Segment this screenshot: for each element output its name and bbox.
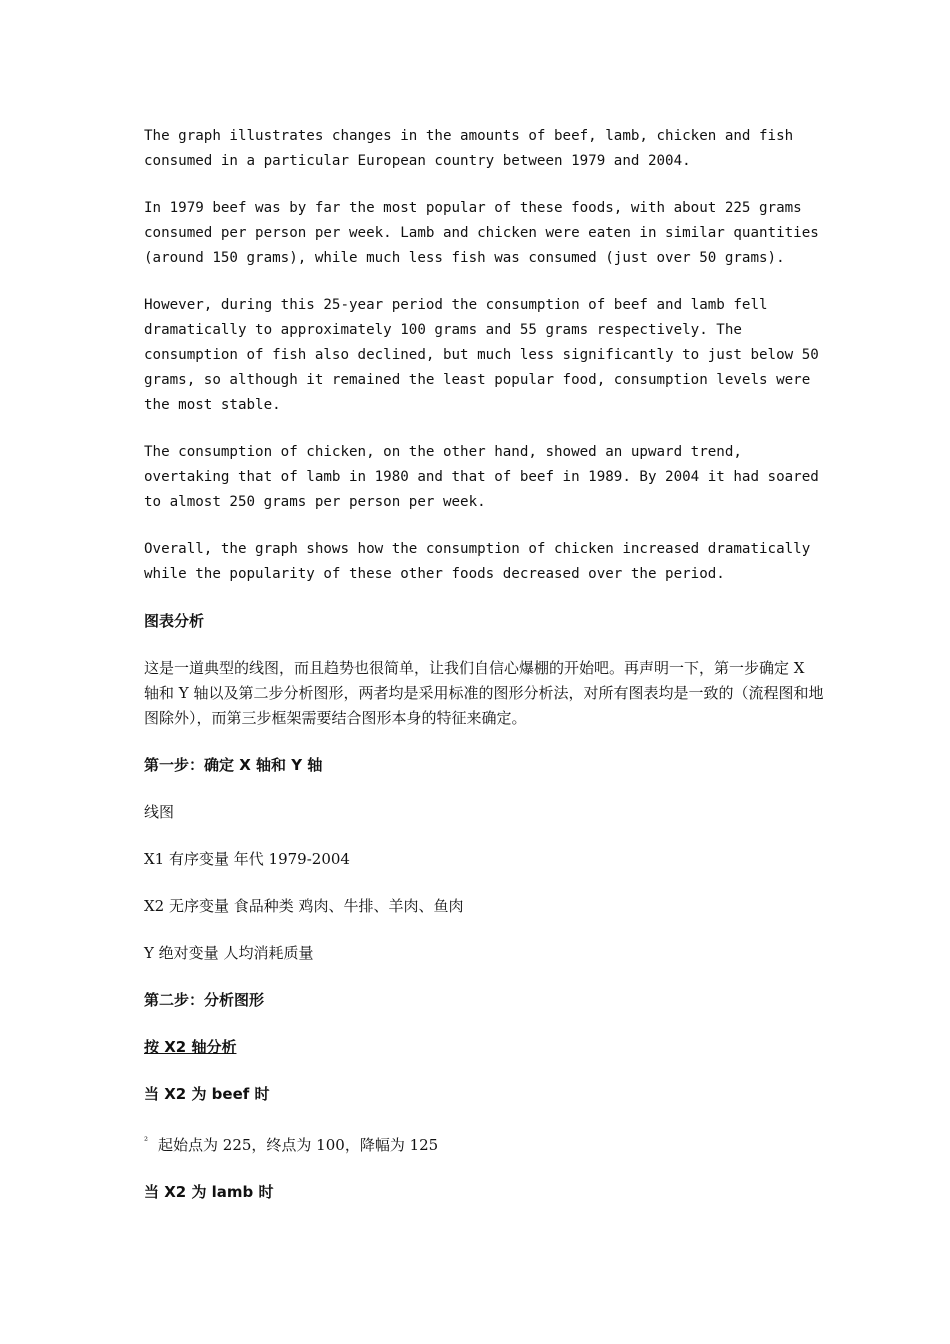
analysis-intro: 这是一道典型的线图，而且趋势也很简单，让我们自信心爆棚的开始吧。再声明一下，第一步确定 X 轴和 Y 轴以及第二步分析图形，两者均是采用标准的图形分析法，对所有图表均是一致的（流程图和地图除外），而第三步框架需要结合图形本身的特征来确定。 [144, 659, 824, 727]
beef-bullet [144, 1129, 824, 1158]
step1-heading: 第一步：确定 X 轴和 Y 轴 [144, 756, 323, 774]
x1-line: X1 有序变量 年代 1979-2004 [144, 850, 350, 868]
step2-heading: 第二步：分析图形 [144, 991, 265, 1009]
x2-line: X2 无序变量 食品种类 鸡肉、牛排、羊肉、鱼肉 [144, 897, 464, 915]
intro-paragraph: The graph illustrates changes in the amounts of beef, lamb, chicken and fish consumed in a particular European country between 1979 and 2004. [144, 128, 794, 169]
beef-heading: 当 X2 为 beef 时 [144, 1085, 270, 1103]
by-x2-heading: 按 X2 轴分析 [144, 1038, 237, 1056]
y-line: Y 绝对变量 人均消耗质量 [144, 944, 314, 962]
analysis-heading: 图表分析 [144, 612, 205, 630]
document-content [144, 124, 824, 1227]
chart-type-line: 线图 [144, 803, 175, 821]
decline-paragraph: However, during this 25-year period the consumption of beef and lamb fell dramatically to approximately 100 grams and 55 grams respectively. The consumption of fish also declined, but much less significantly to just below 50 grams, so although it remained the least popular food, consumption levels were the most stable. [144, 297, 819, 413]
chicken-paragraph: The consumption of chicken, on the other hand, showed an upward trend, overtaking that of lamb in 1980 and that of beef in 1989. By 2004 it had soared to almost 250 grams per person per week. [144, 444, 819, 510]
beef-bullet-text: 起始点为 225，终点为 100，降幅为 125 [158, 1136, 439, 1154]
beef-1979-paragraph: In 1979 beef was by far the most popular of these foods, with about 225 grams consumed per person per week. Lamb and chicken were eaten in similar quantities (around 150 grams), while much less fish was consumed (just over 50 grams). [144, 200, 819, 266]
lamb-heading: 当 X2 为 lamb 时 [144, 1183, 274, 1201]
overall-paragraph: Overall, the graph shows how the consumption of chicken increased dramatically while the popularity of these other foods decreased over the period. [144, 541, 811, 582]
bullet-marker: ² [144, 1136, 149, 1147]
